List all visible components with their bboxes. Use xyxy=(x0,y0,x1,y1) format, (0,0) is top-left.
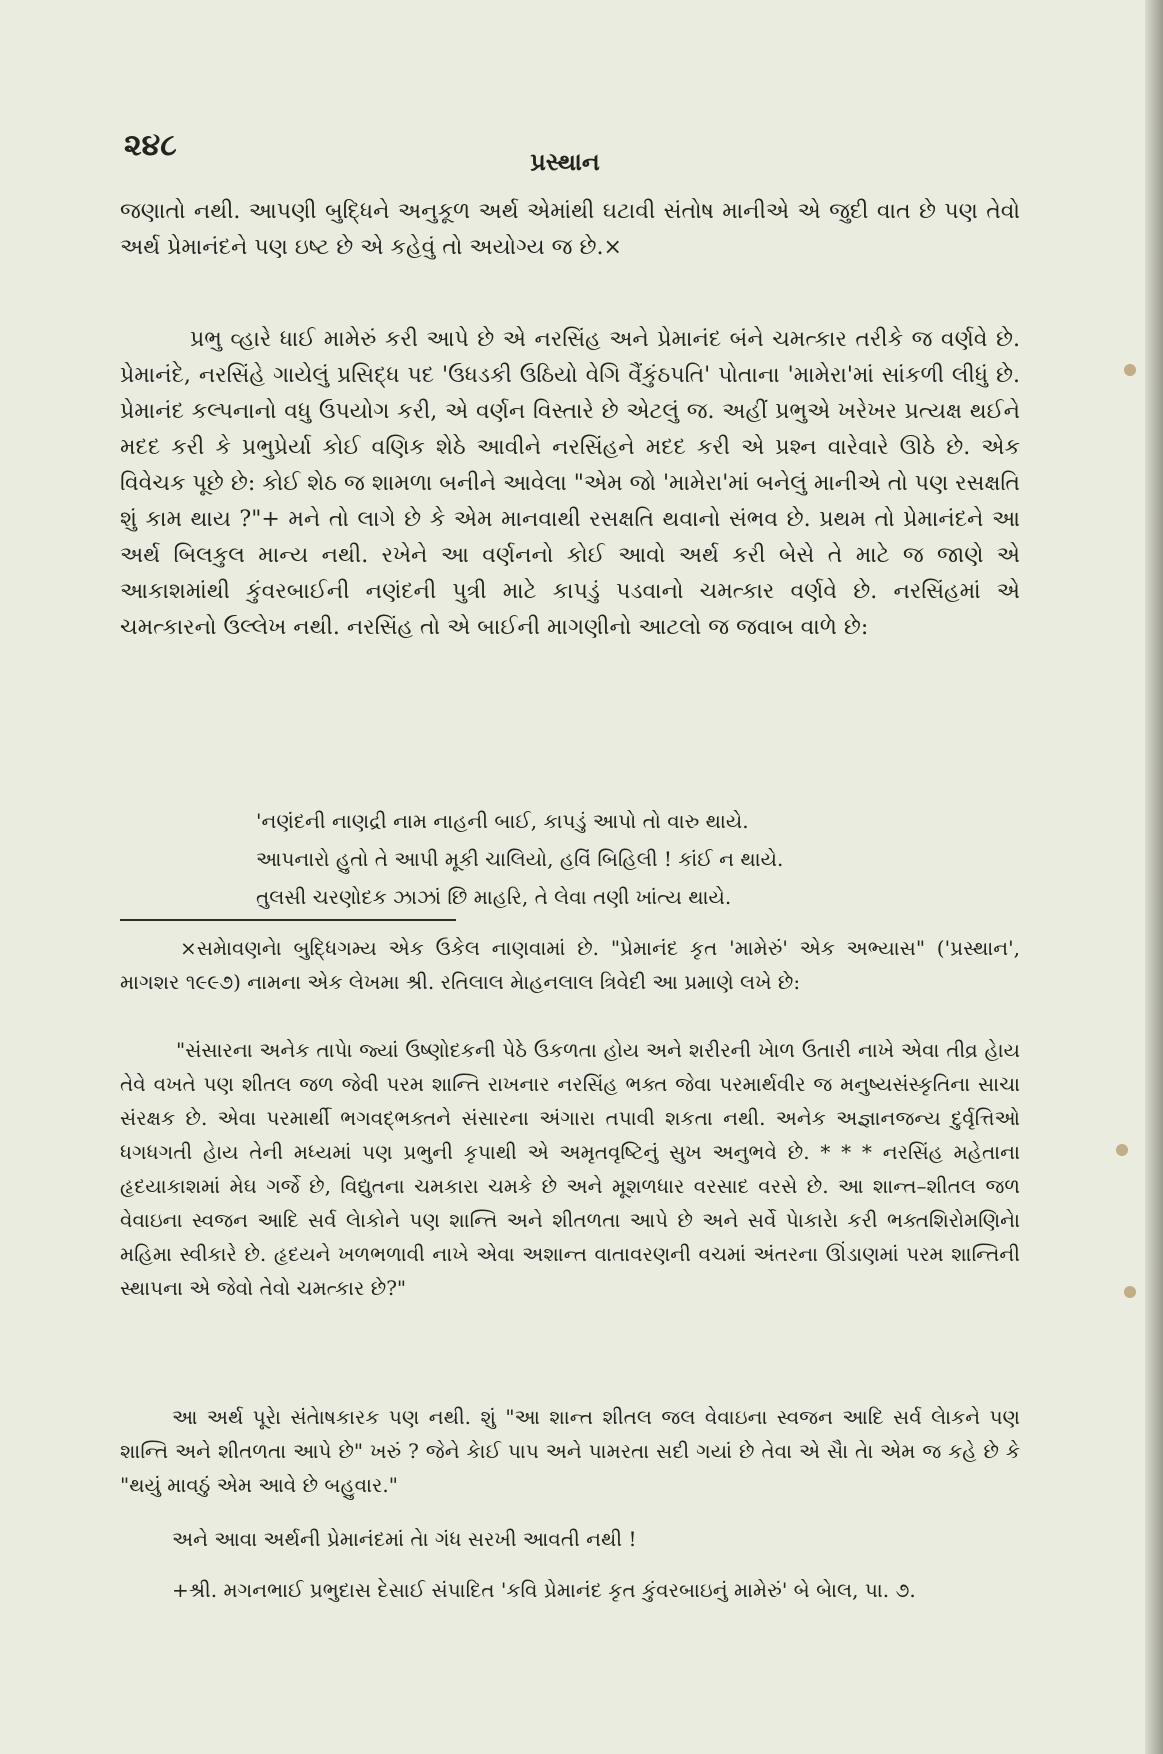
verse-quote xyxy=(256,802,906,916)
running-head: પ્રસ્થાન xyxy=(530,147,600,176)
paper-stain xyxy=(1124,364,1136,376)
footnote-comment: આ અર્થ પૂરેા સંતેાષકારક પણ નથી. શું "આ શાન્ત શીતલ જલ વેવાઇના સ્વજન આદિ સર્વ લેાકને પણ શાન્તિ અને શીતળતા આપે છે" ખરું ? જેને કેાઈ પાપ અને પામરતા સદી ગયાં છે તેવા એ સૈા તેા એમ જ કહે છે કે "થયું માવઠું એમ આવે છે બહુવાર." xyxy=(120,1405,1020,1497)
paragraph-chamatkar: પ્રભુ વ્હારે ધાઈ મામેરું કરી આપે છે એ નરસિંહ અને પ્રેમાનંદ બંને ચમત્કાર તરીકે જ વર્ણવે છે. પ્રેમાનંદે, નરસિંહે ગાયેલું પ્રસિદ્ધ પદ 'ઉધડકી ઉઠિયો વેગિ વૈંકુંઠપતિ' પોતાના 'મામેરા'માં સાંકળી લીધું છે. પ્રેમાનંદ કલ્પનાનો વધુ ઉપયોગ કરી, એ વર્ણન વિસ્તારે છે એટલું જ. અહીં પ્રભુએ ખરેખર પ્રત્યક્ષ થઈને મદદ કરી કે પ્રભુપ્રેર્યા કોઈ વણિક શેઠે આવીને નરસિંહને મદદ કરી એ પ્રશ્ન વારેવારે ઊઠે છે. એક વિવેચક પૂછે છે: કોઈ શેઠ જ શામળા બનીને આવેલા "એમ જો 'મામેરા'માં બનેલું માનીએ તો પણ રસક્ષતિ શું કામ થાય ?"+ મને તો લાગે છે કે એમ માનવાથી રસક્ષતિ થવાનો સંભવ છે. પ્રથમ તો પ્રેમાનંદને આ અર્થ બિલકુલ માન્ય નથી. રખેને આ વર્ણનનો કોઈ આવો અર્થ કરી બેસે તે માટે જ જાણે એ આકાશમાંથી કુંવરબાઈની નણંદની પુત્રી માટે કાપડું પડવાનો ચમત્કાર વર્ણવે છે. નરસિંહમાં એ ચમત્કારનો ઉલ્લેખ નથી. નરસિંહ તો એ બાઈની માગણીનો આટલો જ જવાબ વાળે છે: xyxy=(120,327,1020,640)
footnote-1: ×સમેાવણનેા બુદ્ધિગમ્ય એક ઉકેલ નાણવામાં છે. "પ્રેમાનંદ કૃત 'મામેરું' એક અભ્યાસ" ('પ્રસ્થાન', માગશર ૧૯૯૭) નામના એક લેખમા શ્રી. રતિલાલ મેાહનલાલ ત્રિવેદી આ પ્રમાણે લખે છે: xyxy=(120,936,1020,994)
page-edge-shadow xyxy=(1145,0,1163,1754)
page-number: ૨૪૮ xyxy=(124,128,177,163)
footnote-closing: અને આવા અર્થની પ્રેમાનંદમાં તેા ગંધ સરખી આવતી નથી ! xyxy=(172,1527,637,1551)
verse-line: તુલસી ચરણોદક ઝાઝાં છિ માહરિ, તે લેવા તણી ખાંત્ય થાયે. xyxy=(256,885,732,909)
verse-line: 'નણંદની નાણદ્રી નામ નાહની બાઈ, કાપડું આપો તો વારુ થાયે. xyxy=(256,809,749,833)
footnote-rule xyxy=(120,919,456,921)
paper-stain xyxy=(1116,1144,1128,1156)
footnote-2: +શ્રી. મગનભાઈ પ્રભુદાસ દેસાઈ સંપાદિત 'કવિ પ્રેમાનંદ કૃત કુંવરબાઇનું મામેરું' બે બેાલ, પા. ૭. xyxy=(172,1578,916,1602)
verse-line: આપનારો હુતો તે આપી મૂકી ચાલિયો, હવિં બિહિલી ! કાંઈ ન થાયે. xyxy=(256,847,784,871)
paragraph-continuation: જણાતો નથી. આપણી બુદ્ધિને અનુકૂળ અર્થ એમાંથી ઘટાવી સંતોષ માનીએ એ જુદી વાત છે પણ તેવો અર્થ પ્રેમાનંદને પણ ઇષ્ટ છે એ કહેવું તો અયોગ્ય જ છે.× xyxy=(120,199,1020,260)
paper-stain xyxy=(1124,1286,1136,1298)
footnote-quote: "સંસારના અનેક તાપેા જ્યાં ઉષ્ણોદકની પેઠે ઉકળતા હોય અને શરીરની ખેાળ ઉતારી નાખે એવા તીવ્ર હેાય તેવે વખતે પણ શીતલ જળ જેવી પરમ શાન્તિ રાખનાર નરસિંહ ભક્ત જેવા પરમાર્થવીર જ મનુષ્યસંસ્કૃતિના સાચા સંરક્ષક છે. એવા પરમાર્થી ભગવદ્ભક્તને સંસારના અંગારા તપાવી શકતા નથી. અનેક અજ્ઞાનજન્ય દુર્વૃત્તિઓ ધગધગતી હેાય તેની મધ્યમાં પણ પ્રભુની કૃપાથી એ અમૃતવૃષ્ટિનું સુખ અનુભવે છે. * * * નરસિંહ મહેતાના હૃદયાકાશમાં મેઘ ગર્જે છે, વિદ્યુતના ચમકારા ચમકે છે અને મૂશળધાર વરસાદ વરસે છે. આ શાન્ત–શીતલ જળ વેવાઇના સ્વજન આદિ સર્વ લેાકોને પણ શાન્તિ અને શીતળતા આપે છે અને સર્વે પેાકારેા કરી ભક્તશિરોમણિનેા મહિમા સ્વીકારે છે. હૃદયને ખળભળાવી નાખે એવા અશાન્ત વાતાવરણની વચમાં અંતરના ઊંડાણમાં પરમ શાન્તિની સ્થાપના એ જેવો તેવો ચમત્કાર છે?" xyxy=(120,1038,1020,1300)
